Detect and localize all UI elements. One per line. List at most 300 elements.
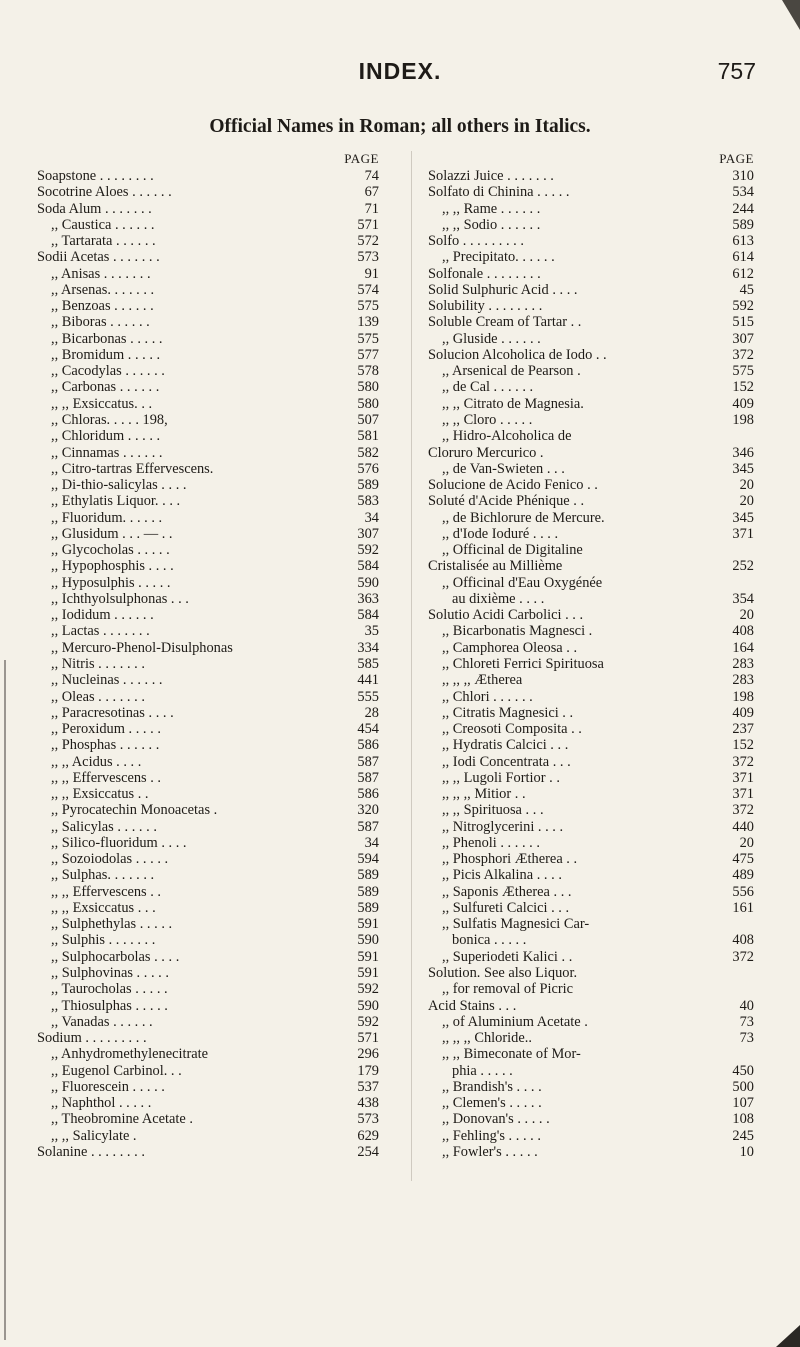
entry-label: ,, Hidro-Alcoholica de <box>442 428 572 445</box>
entry-page: 346 <box>732 444 754 461</box>
entry-page: 581 <box>357 428 379 445</box>
entry-label: ,, Mercuro-Phenol-Disulphonas <box>51 639 233 656</box>
entry-label: ,, Sulfatis Magnesici Car- <box>442 916 590 933</box>
entry-page: 73 <box>739 1030 754 1047</box>
index-entry <box>37 998 379 1014</box>
entry-label: ,, Nitris . . . . . . . <box>51 655 145 672</box>
index-entry <box>428 526 754 542</box>
index-entry <box>428 184 754 200</box>
index-entry <box>428 1030 754 1046</box>
entry-page: 371 <box>732 525 754 542</box>
index-entry <box>37 656 379 672</box>
index-entry <box>37 412 379 428</box>
entry-label: ,, ,, Spirituosa . . . <box>442 802 544 819</box>
index-entry <box>428 623 754 639</box>
entry-page: 310 <box>732 168 754 184</box>
index-entry <box>37 493 379 509</box>
index-entry <box>37 1063 379 1079</box>
entry-label: ,, Saponis Ætherea . . . <box>442 883 572 900</box>
entry-label: ,, Officinal de Digitaline <box>442 542 583 559</box>
index-entry <box>428 965 754 981</box>
entry-label: ,, Arsenical de Pearson . <box>442 363 581 380</box>
entry-page: 475 <box>732 851 754 868</box>
entry-label: Soluble Cream of Tartar . . <box>428 314 582 331</box>
entry-page: 589 <box>357 899 379 916</box>
entry-page: 591 <box>357 948 379 965</box>
entry-label: ,, Picis Alkalina . . . . <box>442 867 562 884</box>
entry-label: ,, Glycocholas . . . . . <box>51 542 170 559</box>
entry-page: 582 <box>357 444 379 461</box>
entry-label: ,, de Cal . . . . . . <box>442 379 534 396</box>
index-entry <box>37 168 379 184</box>
entry-page: 556 <box>732 883 754 900</box>
entry-page: 576 <box>357 460 379 477</box>
index-entry <box>37 1095 379 1111</box>
entry-page: 71 <box>364 200 379 217</box>
entry-page: 45 <box>739 281 754 298</box>
entry-page: 254 <box>357 1143 379 1160</box>
column-heading: PAGE <box>344 151 379 166</box>
entry-label: phia . . . . . <box>452 1062 513 1079</box>
entry-label: ,, Nucleinas . . . . . . <box>51 672 163 689</box>
entry-page: 612 <box>732 265 754 282</box>
entry-page: 534 <box>732 184 754 201</box>
column-heading: PAGE <box>719 151 754 166</box>
entry-page: 354 <box>732 590 754 607</box>
entry-label: ,, Biboras . . . . . . <box>51 314 150 331</box>
index-entry <box>37 363 379 379</box>
running-title: INDEX. <box>358 58 442 84</box>
entry-page: 237 <box>732 721 754 738</box>
index-entry <box>428 900 754 916</box>
entry-label: ,, of Aluminium Acetate . <box>442 1013 588 1030</box>
entry-page: 245 <box>732 1127 754 1144</box>
entry-label: ,, ,, Cloro . . . . . <box>442 411 533 428</box>
entry-label: ,, ,, Citrato de Magnesia. <box>442 395 584 412</box>
index-entry <box>37 705 379 721</box>
entry-label: Solucion Alcoholica de Iodo . . <box>428 346 607 363</box>
entry-page: 67 <box>364 184 379 201</box>
index-entry <box>37 1111 379 1127</box>
index-entry <box>37 981 379 997</box>
entry-page: 589 <box>357 867 379 884</box>
entry-label: ,, Phenoli . . . . . . <box>442 834 540 851</box>
index-entry <box>37 331 379 347</box>
entry-label: Solid Sulphuric Acid . . . . <box>428 281 578 298</box>
entry-label: ,, ,, ,, Chloride.. <box>442 1030 532 1047</box>
entry-page: 345 <box>732 509 754 526</box>
index-entry <box>428 981 754 997</box>
entry-label: ,, Cinnamas . . . . . . <box>51 444 163 461</box>
entry-label: Solfonale . . . . . . . . <box>428 265 541 282</box>
entry-label: ,, ,, Exsiccatus. . . <box>51 395 153 412</box>
entry-page: 450 <box>732 1062 754 1079</box>
index-entry <box>428 379 754 395</box>
entry-label: Solucione de Acido Fenico . . <box>428 477 598 494</box>
index-entry <box>37 916 379 932</box>
index-entry <box>37 900 379 916</box>
entry-page: 73 <box>739 1013 754 1030</box>
entry-page: 20 <box>739 493 754 510</box>
index-entry <box>37 786 379 802</box>
entry-page: 589 <box>357 477 379 494</box>
index-entry <box>37 184 379 200</box>
entry-label: ,, ,, Effervescens . . <box>51 883 162 900</box>
entry-page: 575 <box>732 363 754 380</box>
index-entry <box>37 575 379 591</box>
entry-page: 489 <box>732 867 754 884</box>
entry-page: 591 <box>357 965 379 982</box>
entry-label: ,, Gluside . . . . . . <box>442 330 541 347</box>
index-entry <box>428 689 754 705</box>
index-entry <box>37 623 379 639</box>
entry-label: ,, Fluoridum. . . . . . <box>51 509 163 526</box>
index-entry <box>428 867 754 883</box>
entry-page: 585 <box>357 655 379 672</box>
index-entry <box>428 282 754 298</box>
entry-label: Solubility . . . . . . . . <box>428 298 543 315</box>
entry-page: 574 <box>357 281 379 298</box>
entry-label: ,, Citratis Magnesici . . <box>442 704 574 721</box>
entry-label: ,, Chloreti Ferrici Spirituosa <box>442 655 604 672</box>
entry-label: ,, Citro-tartras Effervescens. <box>51 460 214 477</box>
entry-page: 372 <box>732 346 754 363</box>
entry-label: Socotrine Aloes . . . . . . <box>37 184 172 201</box>
entry-label: Solfato di Chinina . . . . . <box>428 184 570 201</box>
entry-page: 409 <box>732 704 754 721</box>
entry-page: 179 <box>357 1062 379 1079</box>
entry-page: 152 <box>732 379 754 396</box>
index-entry <box>428 916 754 932</box>
index-entry <box>428 1128 754 1144</box>
entry-page: 614 <box>732 249 754 266</box>
entry-label: ,, Officinal d'Eau Oxygénée <box>442 574 603 591</box>
index-entry <box>428 640 754 656</box>
index-entry <box>37 510 379 526</box>
entry-label: ,, ,, Exsiccatus . . <box>51 786 149 803</box>
index-entry <box>428 770 754 786</box>
entry-label: ,, Sulphocarbolas . . . . <box>51 948 180 965</box>
entry-page: 583 <box>357 493 379 510</box>
entry-label: ,, Sulfureti Calcici . . . <box>442 899 570 916</box>
index-entry <box>428 851 754 867</box>
entry-page: 139 <box>357 314 379 331</box>
index-column-left <box>37 151 379 1160</box>
index-entry <box>428 412 754 428</box>
entry-label: ,, ,, Bimeconate of Mor- <box>442 1046 581 1063</box>
entry-page: 578 <box>357 363 379 380</box>
entry-label: ,, Cacodylas . . . . . . <box>51 363 165 380</box>
entry-label: ,, Silico-fluoridum . . . . <box>51 834 187 851</box>
index-entry <box>37 428 379 444</box>
entry-page: 372 <box>732 802 754 819</box>
index-entry <box>37 932 379 948</box>
index-entry <box>428 949 754 965</box>
entry-label: ,, Bicarbonas . . . . . <box>51 330 163 347</box>
entry-label: ,, Hyposulphis . . . . . <box>51 574 171 591</box>
entry-label: ,, Caustica . . . . . . <box>51 216 155 233</box>
index-entry <box>37 445 379 461</box>
entry-label: ,, Bicarbonatis Magnesci . <box>442 623 593 640</box>
entry-page: 575 <box>357 330 379 347</box>
entry-label: ,, Ethylatis Liquor. . . . <box>51 493 181 510</box>
page-number: 757 <box>717 58 756 84</box>
index-entry <box>428 656 754 672</box>
entry-page: 35 <box>364 623 379 640</box>
entry-page: 307 <box>357 525 379 542</box>
entry-label: Solazzi Juice . . . . . . . <box>428 168 554 184</box>
entry-page: 584 <box>357 607 379 624</box>
index-entry <box>37 396 379 412</box>
entry-label: ,, ,, Sodio . . . . . . <box>442 216 541 233</box>
entry-label: ,, Sulphethylas . . . . . <box>51 916 173 933</box>
entry-label: au dixième . . . . <box>452 590 545 607</box>
entry-label: ,, Vanadas . . . . . . <box>51 1013 153 1030</box>
index-entry <box>37 884 379 900</box>
index-entry <box>428 721 754 737</box>
index-entry <box>37 770 379 786</box>
entry-page: 107 <box>732 1095 754 1112</box>
entry-page: 573 <box>357 249 379 266</box>
index-entry <box>428 819 754 835</box>
entry-page: 587 <box>357 769 379 786</box>
entry-page: 573 <box>357 1111 379 1128</box>
entry-page: 586 <box>357 786 379 803</box>
entry-label: Acid Stains . . . <box>428 997 517 1014</box>
entry-label: ,, Phosphas . . . . . . <box>51 737 160 754</box>
entry-label: ,, Fowler's . . . . . <box>442 1143 538 1160</box>
entry-page: 454 <box>357 721 379 738</box>
index-entry <box>428 168 754 184</box>
entry-page: 372 <box>732 753 754 770</box>
entry-page: 164 <box>732 639 754 656</box>
entry-page: 590 <box>357 997 379 1014</box>
entry-label: ,, Hydratis Calcici . . . <box>442 737 569 754</box>
entry-page: 40 <box>739 997 754 1014</box>
index-entry <box>37 347 379 363</box>
index-entry <box>37 591 379 607</box>
entry-label: ,, Theobromine Acetate . <box>51 1111 193 1128</box>
index-entry <box>428 477 754 493</box>
entry-page: 307 <box>732 330 754 347</box>
entry-page: 20 <box>739 607 754 624</box>
index-entry <box>428 298 754 314</box>
entry-page: 345 <box>732 460 754 477</box>
entry-label: ,, Iodidum . . . . . . <box>51 607 154 624</box>
page-header <box>0 58 800 88</box>
entry-label: ,, Carbonas . . . . . . <box>51 379 160 396</box>
entry-label: ,, Camphorea Oleosa . . <box>442 639 578 656</box>
index-entry <box>37 1030 379 1046</box>
index-entry <box>428 672 754 688</box>
entry-label: ,, ,, Effervescens . . <box>51 769 162 786</box>
index-entry <box>37 1079 379 1095</box>
index-entry <box>428 396 754 412</box>
entry-label: ,, Hypophosphis . . . . <box>51 558 174 575</box>
entry-label: Solution. See also Liquor. <box>428 965 578 982</box>
page-corner-mark-bottom <box>776 1325 800 1347</box>
entry-label: ,, Precipitato. . . . . . <box>442 249 555 266</box>
index-entry <box>37 526 379 542</box>
index-entry <box>428 1111 754 1127</box>
index-entry <box>428 1079 754 1095</box>
index-entry <box>428 705 754 721</box>
entry-label: ,, Thiosulphas . . . . . <box>51 997 168 1014</box>
entry-page: 320 <box>357 802 379 819</box>
entry-label: bonica . . . . . <box>452 932 527 949</box>
entry-label: ,, ,, Exsiccatus . . . <box>51 899 156 916</box>
entry-label: ,, Salicylas . . . . . . <box>51 818 157 835</box>
entry-label: Solfo . . . . . . . . . <box>428 233 524 250</box>
index-entry <box>37 672 379 688</box>
index-entry <box>428 786 754 802</box>
entry-page: 507 <box>357 411 379 428</box>
entry-page: 198 <box>732 688 754 705</box>
index-entry <box>37 802 379 818</box>
index-entry <box>428 217 754 233</box>
index-entry <box>37 282 379 298</box>
entry-page: 10 <box>739 1143 754 1160</box>
index-entry <box>37 949 379 965</box>
index-entry <box>37 1014 379 1030</box>
entry-page: 591 <box>357 916 379 933</box>
index-entry <box>37 640 379 656</box>
index-entry <box>37 249 379 265</box>
entry-page: 592 <box>732 298 754 315</box>
entry-label: ,, de Van-Swieten . . . <box>442 460 565 477</box>
entry-page: 441 <box>357 672 379 689</box>
entry-label: ,, ,, Lugoli Fortior . . <box>442 769 560 786</box>
entry-label: ,, ,, Rame . . . . . . <box>442 200 541 217</box>
entry-page: 587 <box>357 753 379 770</box>
index-entry <box>37 1144 379 1160</box>
entry-label: ,, Oleas . . . . . . . <box>51 688 145 705</box>
entry-label: ,, Brandish's . . . . <box>442 1078 542 1095</box>
index-entry <box>37 819 379 835</box>
entry-label: ,, Phosphori Ætherea . . <box>442 851 578 868</box>
entry-label: ,, Paracresotinas . . . . <box>51 704 174 721</box>
index-entry <box>428 493 754 509</box>
entry-label: ,, Tartarata . . . . . . <box>51 233 156 250</box>
entry-page: 34 <box>364 509 379 526</box>
entry-page: 408 <box>732 623 754 640</box>
entry-label: Soluté d'Acide Phénique . . <box>428 493 585 510</box>
entry-label: Soapstone . . . . . . . . <box>37 168 154 184</box>
index-entry <box>428 201 754 217</box>
index-entry <box>37 558 379 574</box>
entry-label: Cloruro Mercurico . <box>428 444 544 461</box>
entry-page: 152 <box>732 737 754 754</box>
index-entry <box>37 1046 379 1062</box>
entry-page: 198 <box>732 411 754 428</box>
index-entry <box>428 932 754 948</box>
index-entry <box>37 851 379 867</box>
index-entry <box>428 428 754 444</box>
index-entry <box>37 542 379 558</box>
entry-label: ,, Sulphas. . . . . . . <box>51 867 155 884</box>
index-entry <box>428 558 754 574</box>
index-entry <box>428 314 754 330</box>
index-entry <box>428 542 754 558</box>
entry-page: 572 <box>357 233 379 250</box>
entry-page: 590 <box>357 932 379 949</box>
entry-page: 613 <box>732 233 754 250</box>
index-column-right <box>428 151 754 1160</box>
entry-label: ,, Sozoiodolas . . . . . <box>51 851 169 868</box>
entry-page: 283 <box>732 655 754 672</box>
index-entry <box>428 754 754 770</box>
index-entry <box>37 965 379 981</box>
entry-page: 575 <box>357 298 379 315</box>
entry-page: 590 <box>357 574 379 591</box>
entry-label: ,, Ichthyolsulphonas . . . <box>51 590 189 607</box>
entry-page: 334 <box>357 639 379 656</box>
column-divider <box>411 151 412 1181</box>
index-entry <box>428 1144 754 1160</box>
index-entry <box>37 835 379 851</box>
entry-page: 586 <box>357 737 379 754</box>
page-corner-mark <box>782 0 800 30</box>
index-entry <box>428 1063 754 1079</box>
entry-label: ,, Clemen's . . . . . <box>442 1095 542 1112</box>
entry-label: ,, Taurocholas . . . . . <box>51 981 168 998</box>
index-entry <box>428 884 754 900</box>
entry-label: Cristalisée au Millième <box>428 558 563 575</box>
entry-page: 408 <box>732 932 754 949</box>
entry-label: ,, Creosoti Composita . . <box>442 721 582 738</box>
index-entry <box>428 510 754 526</box>
entry-page: 584 <box>357 558 379 575</box>
index-entry <box>428 607 754 623</box>
entry-page: 372 <box>732 948 754 965</box>
entry-page: 371 <box>732 769 754 786</box>
index-entry <box>428 1046 754 1062</box>
entry-label: ,, ,, Acidus . . . . <box>51 753 142 770</box>
index-entry <box>37 867 379 883</box>
entry-page: 28 <box>364 704 379 721</box>
index-entry <box>428 233 754 249</box>
entry-page: 371 <box>732 786 754 803</box>
index-entry <box>428 1014 754 1030</box>
entry-label: ,, Sulphis . . . . . . . <box>51 932 156 949</box>
entry-label: ,, Chloras. . . . . 198, <box>51 411 168 428</box>
entry-page: 500 <box>732 1078 754 1095</box>
index-entry <box>428 249 754 265</box>
entry-page: 91 <box>364 265 379 282</box>
entry-page: 555 <box>357 688 379 705</box>
entry-label: ,, ,, ,, Ætherea <box>442 672 523 689</box>
index-entry <box>428 266 754 282</box>
index-entry <box>428 835 754 851</box>
entry-label: Solanine . . . . . . . . <box>37 1143 145 1160</box>
index-entry <box>428 998 754 1014</box>
index-subtitle: Official Names in Roman; all others in Italics. <box>209 116 591 137</box>
entry-label: ,, Donovan's . . . . . <box>442 1111 550 1128</box>
page-edge-line <box>4 660 6 1340</box>
entry-page: 571 <box>357 1030 379 1047</box>
entry-page: 589 <box>732 216 754 233</box>
entry-label: ,, Arsenas. . . . . . . <box>51 281 155 298</box>
entry-page: 592 <box>357 542 379 559</box>
entry-label: Soda Alum . . . . . . . <box>37 200 152 217</box>
entry-page: 580 <box>357 379 379 396</box>
entry-page: 438 <box>357 1095 379 1112</box>
entry-page: 34 <box>364 834 379 851</box>
index-entry <box>37 233 379 249</box>
entry-label: Sodii Acetas . . . . . . . <box>37 249 160 266</box>
index-entry <box>37 314 379 330</box>
entry-label: ,, Di-thio-salicylas . . . . <box>51 477 187 494</box>
